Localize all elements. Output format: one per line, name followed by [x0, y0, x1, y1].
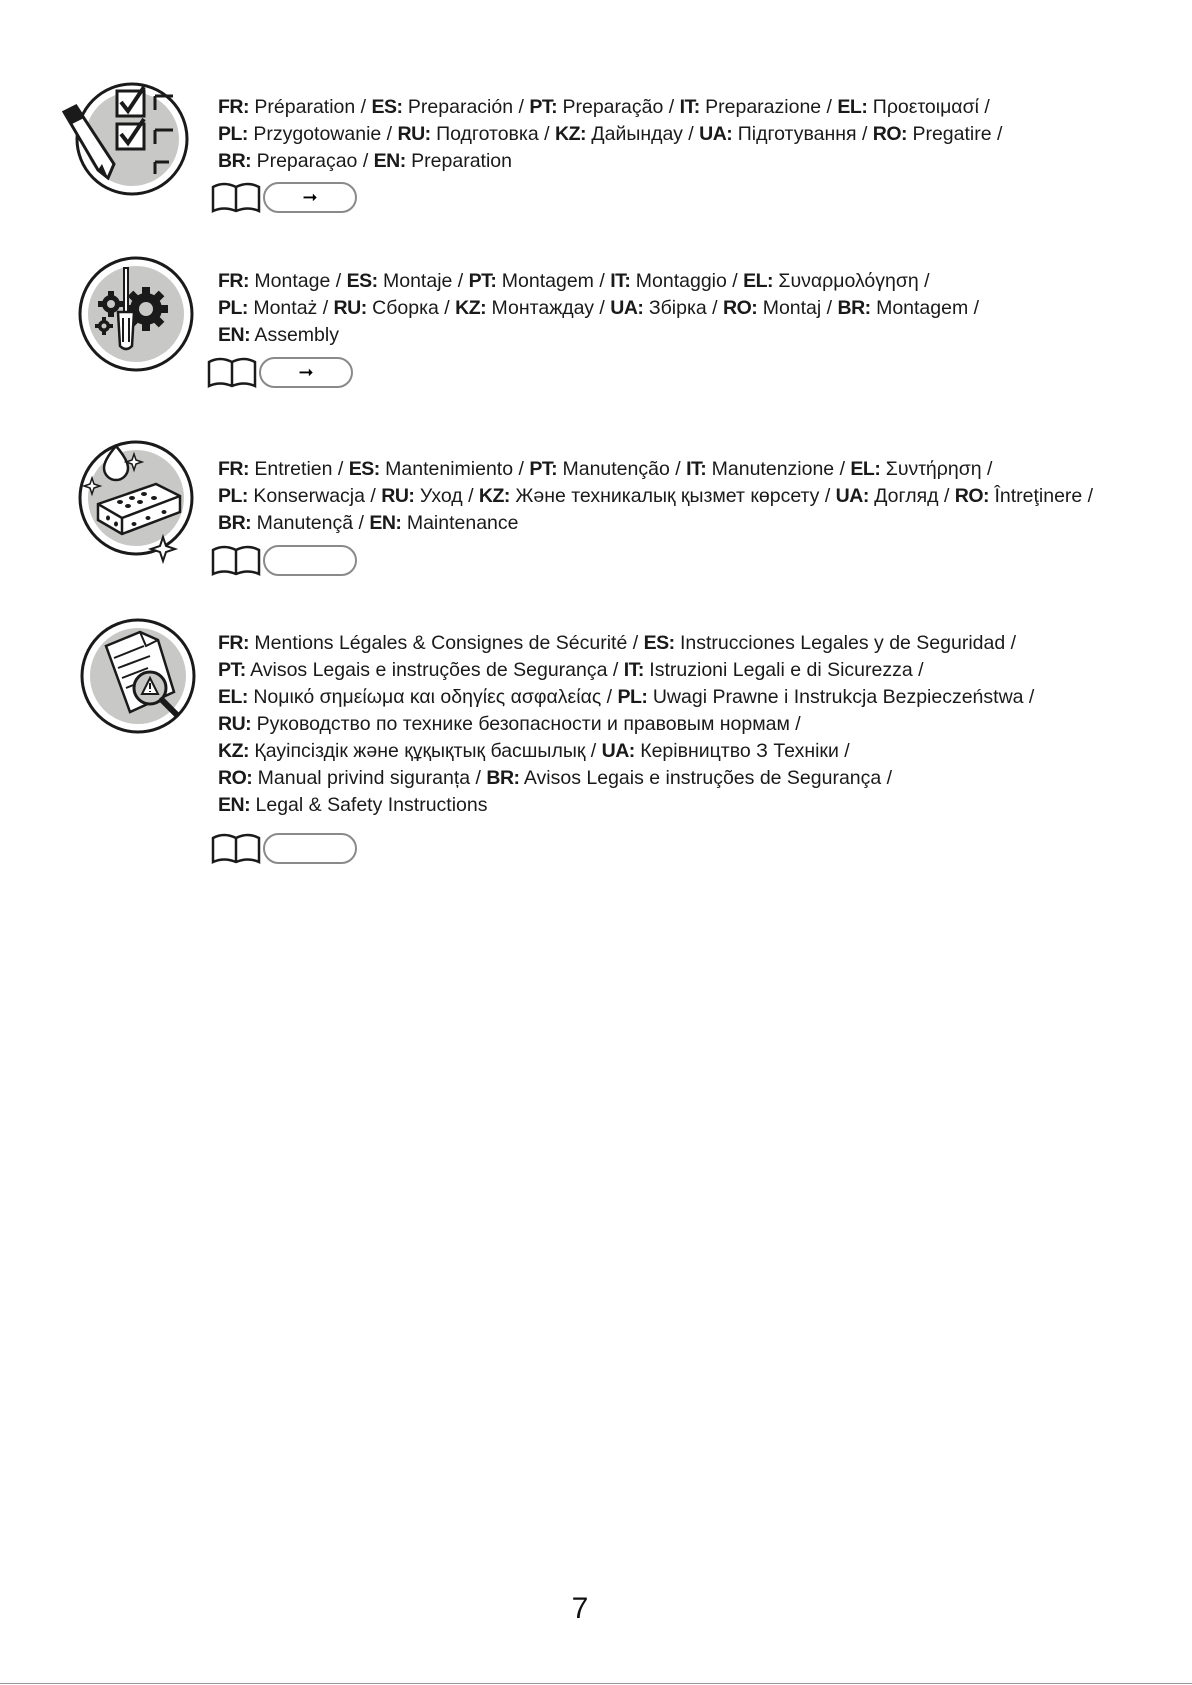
arrow-right-icon: ➞: [298, 362, 314, 382]
text-line: FR: Montage / ES: Montaje / PT: Montagem / IT: Montaggio / EL: Συναρμολόγηση /: [218, 270, 930, 292]
text-line: PL: Przygotowanie / RU: Подготовка / KZ: Дайындау / UA: Підготування / RO: Pregatire /: [218, 123, 1003, 145]
page-number: 7: [571, 1592, 589, 1625]
text-line: PT: Avisos Legais e instruções de Segurança / IT: Istruzioni Legali e di Sicurezza /: [218, 659, 924, 681]
book-icon: [206, 354, 258, 390]
text-line: FR: Préparation / ES: Preparación / PT: Preparação / IT: Preparazione / EL: Προετοιμασί /: [218, 96, 990, 118]
section-legal-safety: [0, 612, 1192, 872]
book-icon: [210, 179, 262, 215]
text-line: PL: Konserwacja / RU: Уход / KZ: Жәнe техникалық қызмет көрсету / UA: Догляд / RO: Întreţinere /: [218, 485, 1094, 507]
text-line: FR: Entretien / ES: Mantenimiento / PT: Manutenção / IT: Manutenzione / EL: Συντήρηση /: [218, 458, 993, 480]
section-assembly: [0, 248, 1192, 398]
maintenance-text: [218, 456, 1093, 537]
bottom-divider: [0, 1683, 1192, 1684]
page-reference-pill[interactable]: [263, 182, 357, 213]
preparation-text: [218, 94, 1002, 175]
page-reference-pill[interactable]: [263, 545, 357, 576]
checklist-pen-icon: [60, 78, 198, 200]
text-line: PL: Montaż / RU: Сборка / KZ: Монтаждау / UA: Збірка / RO: Montaj / BR: Montagem /: [218, 297, 980, 319]
section-preparation: [0, 72, 1192, 222]
gears-screwdriver-icon: [76, 254, 196, 374]
page-reference-pill[interactable]: [259, 357, 353, 388]
text-line: KZ: Қауіпсіздік және құқықтық басшылық / UA: Керівництво З Техніки /: [218, 740, 850, 762]
page-reference-pill[interactable]: [263, 833, 357, 864]
book-icon: [210, 830, 262, 866]
book-icon: [210, 542, 262, 578]
assembly-text: [218, 268, 979, 349]
legal-document-warning-icon: [78, 616, 198, 736]
text-line: EN: Assembly: [218, 324, 339, 346]
text-line: EL: Νομικό σημείωμα και οδηγίες ασφαλείας / PL: Uwagi Prawne i Instrukcja Bezpieczeństwa /: [218, 686, 1035, 708]
section-maintenance: [0, 438, 1192, 588]
text-line: BR: Preparaçao / EN: Preparation: [218, 150, 512, 172]
arrow-right-icon: ➞: [302, 187, 318, 207]
text-line: RO: Manual privind siguranța / BR: Avisos Legais e instruções de Segurança /: [218, 767, 893, 789]
sponge-droplet-icon: [76, 438, 196, 566]
legal-safety-text: [218, 630, 1034, 819]
text-line: FR: Mentions Légales & Consignes de Sécurité / ES: Instrucciones Legales y de Seguridad /: [218, 632, 1017, 654]
text-line: EN: Legal & Safety Instructions: [218, 794, 488, 816]
text-line: RU: Руководство по технике безопасности и правовым нормам /: [218, 713, 801, 735]
text-line: BR: Manutençã / EN: Maintenance: [218, 512, 519, 534]
